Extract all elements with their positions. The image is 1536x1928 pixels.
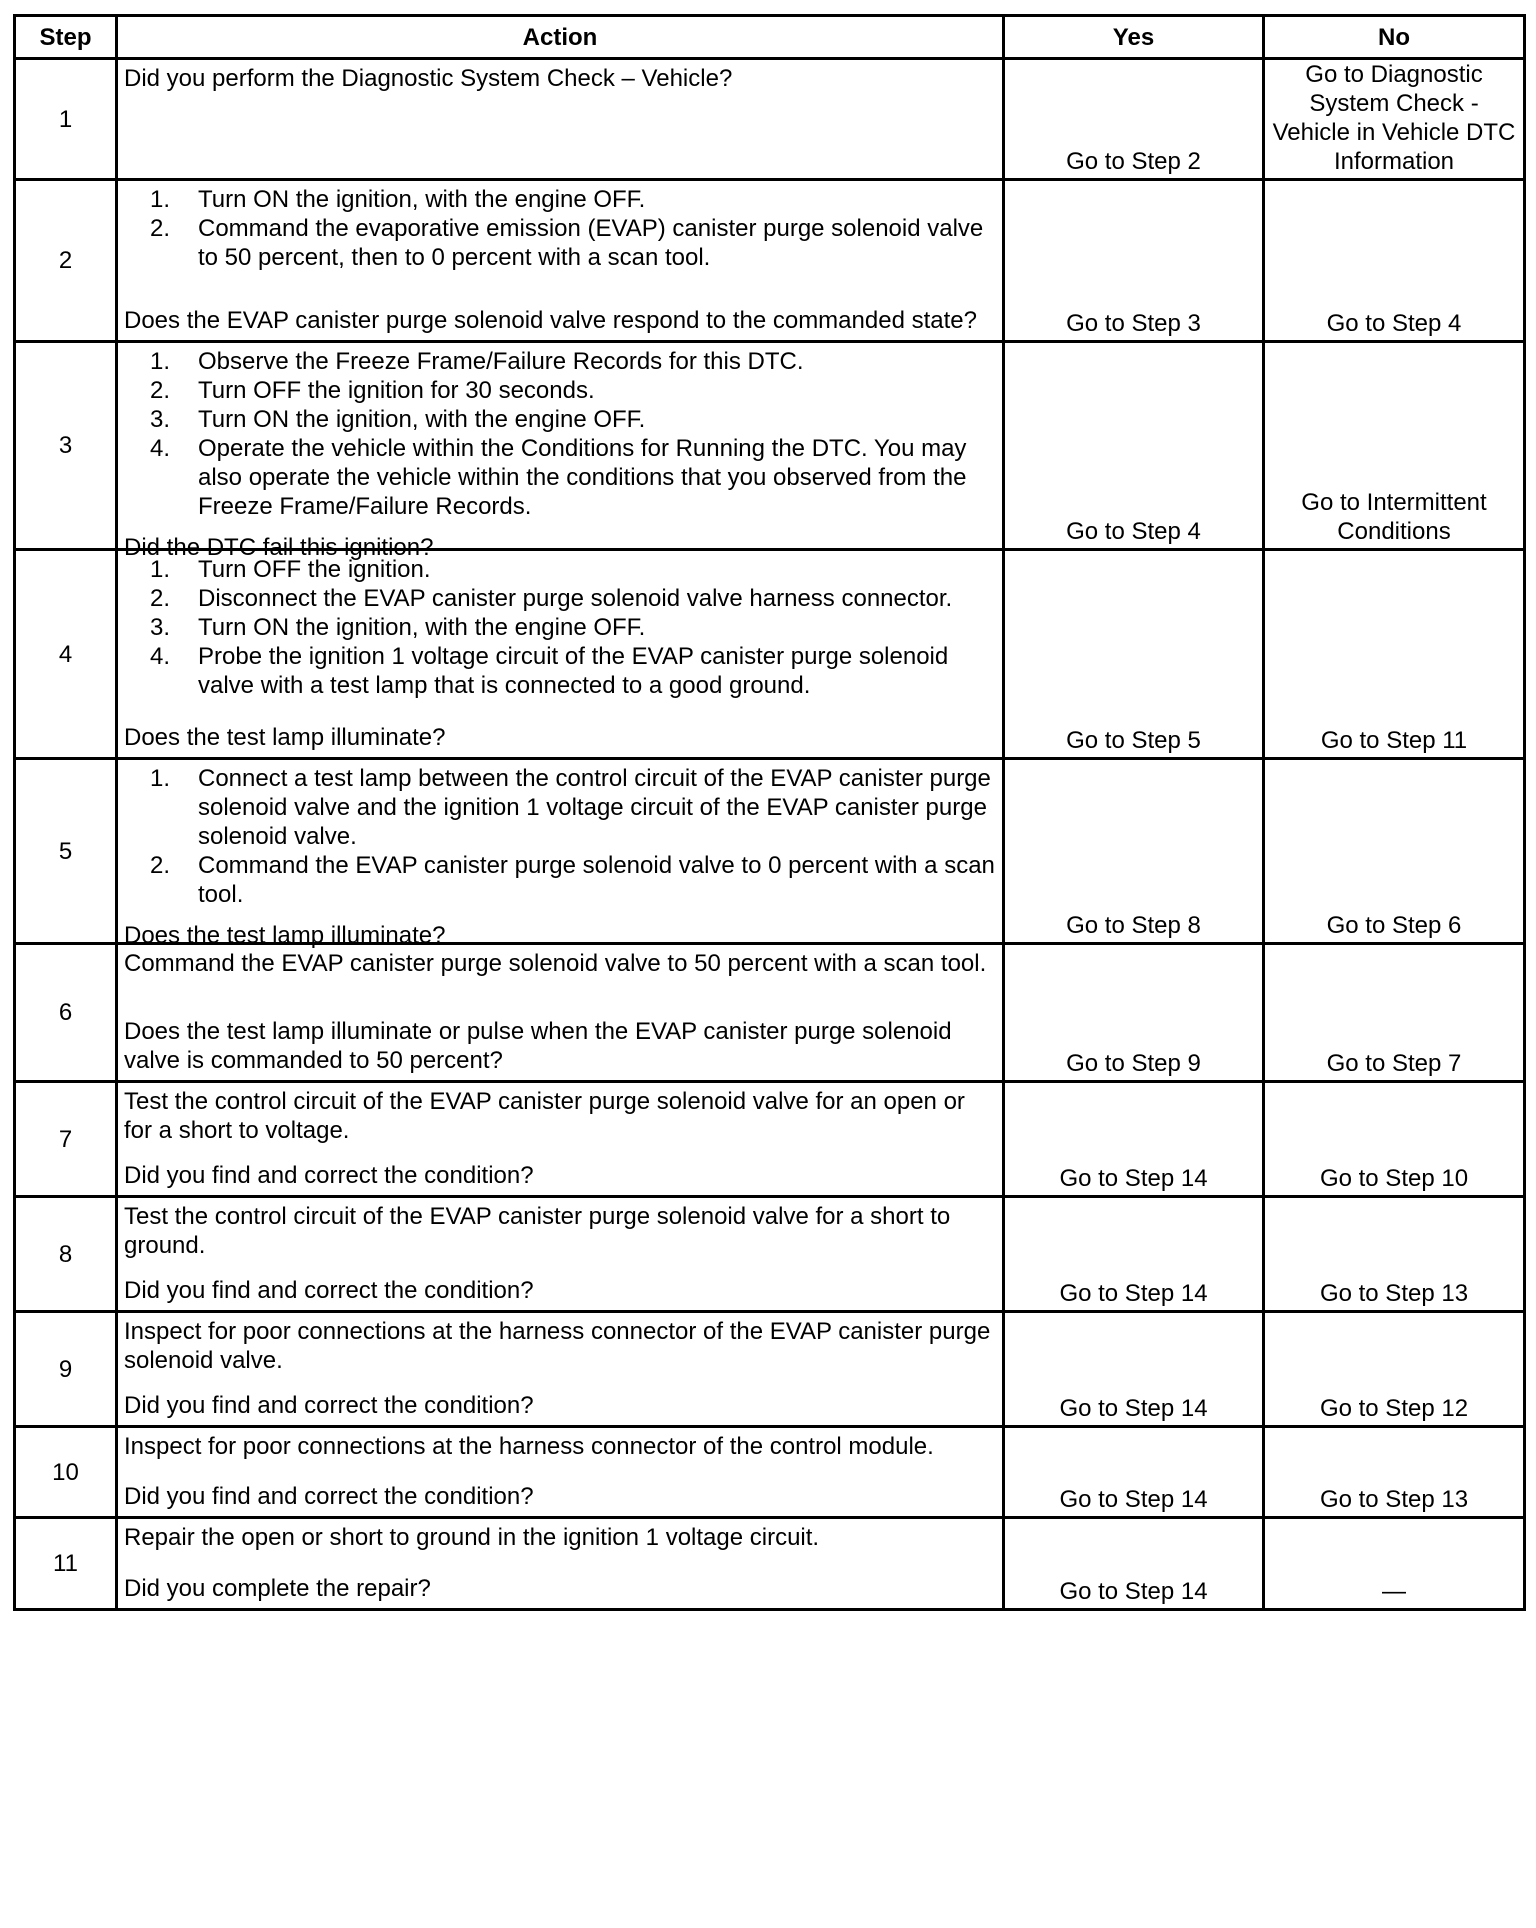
yes-result-text: Go to Step 8 (1066, 912, 1201, 939)
list-item-text: Turn ON the ignition, with the engine OFF. (198, 406, 646, 433)
yes-result-text: Go to Step 9 (1066, 1050, 1201, 1077)
yes-result-text: Go to Step 14 (1059, 1486, 1208, 1513)
header-action: Action (117, 16, 1004, 59)
no-result-text: — (1382, 1578, 1406, 1605)
table-row (15, 550, 1525, 759)
list-item-text: Operate the vehicle within the Conditions for Running the DTC. You may also operate the vehicle within the conditions that you observed from the Freeze Frame/Failure Records. (198, 435, 967, 520)
no-result (1264, 550, 1525, 759)
list-item (124, 584, 996, 613)
action-cell (117, 550, 1004, 759)
step-number: 5 (15, 759, 117, 944)
no-result (1264, 944, 1525, 1082)
step-number: 4 (15, 550, 117, 759)
yes-result (1004, 944, 1264, 1082)
list-item-number: 4. (149, 435, 170, 462)
step-number: 10 (15, 1427, 117, 1518)
table-row (15, 1312, 1525, 1427)
table-row (15, 1427, 1525, 1518)
no-result (1264, 1312, 1525, 1427)
list-item-number: 2. (149, 585, 170, 612)
list-item (124, 642, 996, 700)
action-instruction: Inspect for poor connections at the harness connector of the EVAP canister purge solenoid valve. (124, 1318, 991, 1374)
table-row (15, 59, 1525, 180)
action-question: Did you find and correct the condition? (124, 1162, 534, 1189)
list-item-number: 1. (149, 186, 170, 213)
list-item-text: Turn ON the ignition, with the engine OFF. (198, 186, 646, 213)
list-item (124, 376, 996, 405)
list-item (124, 613, 996, 642)
action-steps-list (124, 347, 996, 521)
action-cell (117, 1427, 1004, 1518)
action-instruction: Did you perform the Diagnostic System Check – Vehicle? (124, 65, 733, 92)
step-number: 6 (15, 944, 117, 1082)
list-item-number: 1. (149, 765, 170, 792)
action-question: Does the test lamp illuminate? (124, 724, 446, 751)
action-question: Did you complete the repair? (124, 1575, 431, 1602)
list-item-number: 3. (149, 406, 170, 433)
no-result (1264, 1427, 1525, 1518)
table-row (15, 1082, 1525, 1197)
step-number: 2 (15, 180, 117, 342)
no-result-text: Go to Diagnostic System Check - Vehicle in Vehicle DTC Information (1272, 61, 1516, 175)
yes-result (1004, 180, 1264, 342)
yes-result (1004, 1518, 1264, 1610)
header-step: Step (15, 16, 117, 59)
action-cell (117, 1197, 1004, 1312)
action-cell (117, 1518, 1004, 1610)
action-cell (117, 1312, 1004, 1427)
action-question: Did you find and correct the condition? (124, 1277, 534, 1304)
action-cell (117, 759, 1004, 949)
yes-result-text: Go to Step 5 (1066, 727, 1201, 754)
table-row (15, 342, 1525, 550)
header-yes: Yes (1004, 16, 1264, 59)
yes-result (1004, 1427, 1264, 1518)
step-number: 1 (15, 59, 117, 180)
action-question: Does the test lamp illuminate or pulse when the EVAP canister purge solenoid valve is commanded to 50 percent? (124, 1018, 952, 1074)
list-item (124, 851, 996, 909)
diagnostic-table (13, 14, 1526, 1611)
no-result-text: Go to Intermittent Conditions (1301, 489, 1487, 545)
action-instruction: Inspect for poor connections at the harness connector of the control module. (124, 1433, 934, 1460)
list-item-text: Turn OFF the ignition. (198, 556, 431, 583)
action-instruction: Command the EVAP canister purge solenoid valve to 50 percent with a scan tool. (124, 950, 987, 977)
list-item-number: 2. (149, 215, 170, 242)
no-result (1264, 342, 1525, 550)
list-item (124, 214, 996, 272)
no-result-text: Go to Step 13 (1319, 1486, 1469, 1513)
action-steps-list (124, 555, 996, 700)
no-result (1264, 759, 1525, 944)
yes-result (1004, 342, 1264, 550)
no-result-text: Go to Step 10 (1319, 1165, 1469, 1192)
action-question: Does the EVAP canister purge solenoid valve respond to the commanded state? (124, 307, 977, 334)
step-number: 9 (15, 1312, 117, 1427)
list-item-number: 2. (149, 377, 170, 404)
step-number: 3 (15, 342, 117, 550)
list-item (124, 555, 996, 584)
action-question: Did you find and correct the condition? (124, 1392, 534, 1419)
no-result (1264, 1518, 1525, 1610)
step-number: 7 (15, 1082, 117, 1197)
yes-result (1004, 1082, 1264, 1197)
no-result (1264, 180, 1525, 342)
list-item-text: Connect a test lamp between the control circuit of the EVAP canister purge solenoid valve and the ignition 1 voltage circuit of the EVAP canister purge solenoid valve. (198, 765, 991, 850)
list-item-text: Turn OFF the ignition for 30 seconds. (198, 377, 595, 404)
action-instruction: Repair the open or short to ground in the ignition 1 voltage circuit. (124, 1524, 820, 1551)
list-item-text: Observe the Freeze Frame/Failure Records for this DTC. (198, 348, 804, 375)
action-instruction: Test the control circuit of the EVAP canister purge solenoid valve for an open or for a short to voltage. (124, 1088, 965, 1144)
list-item-text: Command the evaporative emission (EVAP) canister purge solenoid valve to 50 percent, then to 0 percent with a scan tool. (198, 215, 984, 271)
list-item-text: Command the EVAP canister purge solenoid valve to 0 percent with a scan tool. (198, 852, 995, 908)
yes-result-text: Go to Step 3 (1066, 310, 1201, 337)
action-steps-list (124, 185, 996, 272)
yes-result (1004, 759, 1264, 944)
action-question: Did you find and correct the condition? (124, 1483, 534, 1510)
list-item-number: 1. (149, 348, 170, 375)
list-item-text: Disconnect the EVAP canister purge solenoid valve harness connector. (198, 585, 953, 612)
list-item (124, 185, 996, 214)
no-result (1264, 1082, 1525, 1197)
list-item-text: Probe the ignition 1 voltage circuit of the EVAP canister purge solenoid valve with a test lamp that is connected to a good ground. (198, 643, 949, 699)
action-question: Does the test lamp illuminate? (124, 922, 446, 949)
action-cell (117, 1082, 1004, 1197)
list-item (124, 764, 996, 851)
yes-result (1004, 550, 1264, 759)
yes-result (1004, 59, 1264, 180)
yes-result-text: Go to Step 14 (1059, 1165, 1208, 1192)
action-instruction: Test the control circuit of the EVAP canister purge solenoid valve for a short to ground. (124, 1203, 951, 1259)
yes-result-text: Go to Step 14 (1059, 1395, 1208, 1422)
list-item (124, 347, 996, 376)
no-result-text: Go to Step 6 (1326, 912, 1462, 939)
yes-result-text: Go to Step 2 (1066, 148, 1201, 175)
yes-result-text: Go to Step 14 (1059, 1280, 1208, 1307)
yes-result (1004, 1197, 1264, 1312)
list-item-number: 4. (149, 643, 170, 670)
no-result (1264, 1197, 1525, 1312)
action-cell (117, 180, 1004, 342)
header-row (15, 16, 1525, 59)
action-cell (117, 944, 1004, 1082)
action-cell (117, 59, 1004, 180)
list-item-number: 1. (149, 556, 170, 583)
list-item (124, 434, 996, 521)
yes-result-text: Go to Step 4 (1066, 518, 1201, 545)
header-no: No (1264, 16, 1525, 59)
table-row (15, 1518, 1525, 1610)
no-result-text: Go to Step 11 (1320, 727, 1468, 754)
no-result-text: Go to Step 7 (1326, 1050, 1462, 1077)
table-row (15, 759, 1525, 944)
no-result-text: Go to Step 4 (1326, 310, 1462, 337)
no-result (1264, 59, 1525, 180)
list-item-number: 3. (149, 614, 170, 641)
list-item-text: Turn ON the ignition, with the engine OFF. (198, 614, 646, 641)
table-row (15, 1197, 1525, 1312)
step-number: 11 (15, 1518, 117, 1610)
table-row (15, 180, 1525, 342)
yes-result-text: Go to Step 14 (1059, 1578, 1208, 1605)
yes-result (1004, 1312, 1264, 1427)
step-number: 8 (15, 1197, 117, 1312)
no-result-text: Go to Step 13 (1319, 1280, 1469, 1307)
list-item-number: 2. (149, 852, 170, 879)
action-steps-list (124, 764, 996, 909)
table-row (15, 944, 1525, 1082)
action-cell (117, 342, 1004, 561)
list-item (124, 405, 996, 434)
no-result-text: Go to Step 12 (1319, 1395, 1469, 1422)
action-question: Did the DTC fail this ignition? (124, 534, 434, 561)
